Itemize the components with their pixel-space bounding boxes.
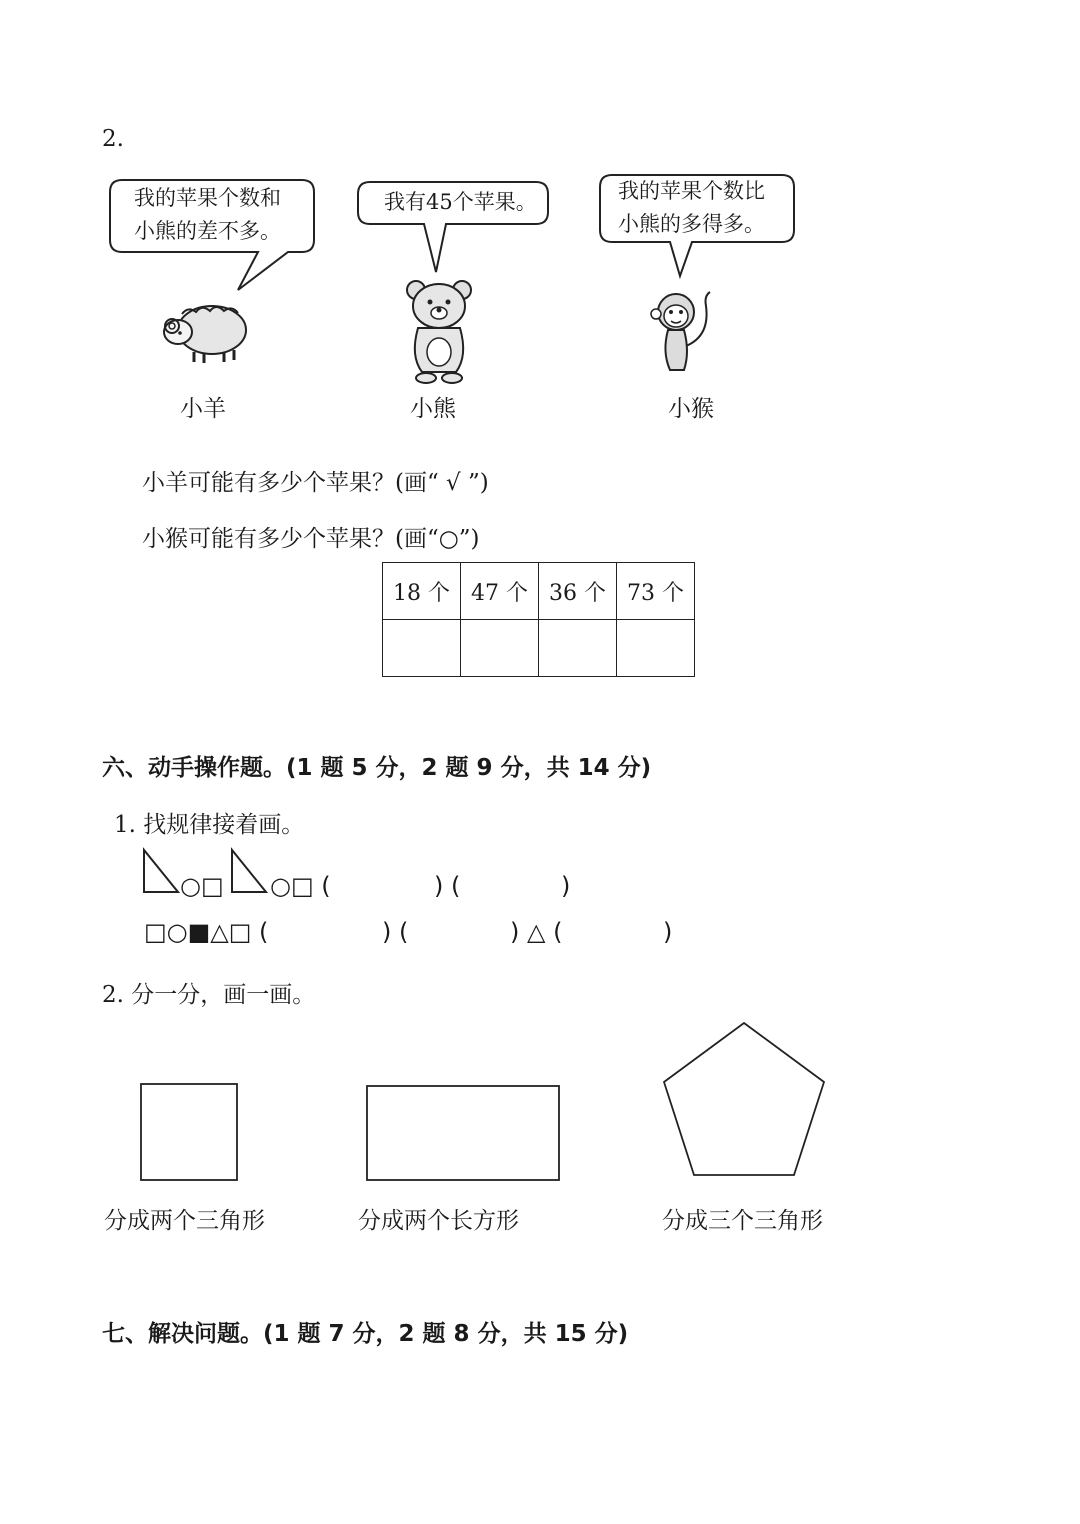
pattern-row1-b: ○□ ( (270, 872, 331, 900)
pattern-row2-paren-tri: ) △ ( (510, 918, 563, 946)
speech-bubbles (0, 0, 1080, 300)
question-number: 2. (102, 126, 124, 152)
pattern-row1-paren-mid: ) ( (434, 872, 461, 900)
caption-pentagon: 分成三个三角形 (662, 1208, 823, 1234)
option-cell: 73 个 (617, 563, 695, 620)
q1-label: 1. 找规律接着画。 (114, 812, 305, 838)
answer-cell[interactable] (461, 620, 539, 677)
prompt-monkey: 小猴可能有多少个苹果？(画“○”) (142, 526, 480, 552)
pattern-row2-seq: □○■△□ ( (144, 918, 269, 946)
square-shape (141, 1084, 237, 1180)
pentagon-shape (664, 1023, 824, 1175)
monkey-illustration (650, 286, 720, 376)
monkey-speech-line1: 我的苹果个数比 (618, 179, 765, 203)
answer-cell[interactable] (539, 620, 617, 677)
rectangle-shape (367, 1086, 559, 1180)
section-six-heading: 六、动手操作题。(1 题 5 分，2 题 9 分，共 14 分) (102, 755, 652, 781)
pattern-row1-paren-end: ) (561, 872, 571, 900)
sheep-illustration (158, 296, 258, 376)
answer-cell[interactable] (383, 620, 461, 677)
answer-cell[interactable] (617, 620, 695, 677)
monkey-speech-line2: 小熊的多得多。 (618, 212, 765, 236)
option-cell: 18 个 (383, 563, 461, 620)
monkey-label: 小猴 (668, 396, 714, 422)
option-cell: 47 个 (461, 563, 539, 620)
option-cell: 36 个 (539, 563, 617, 620)
pattern-row1-a: ○□ (180, 872, 224, 900)
apple-options-table (382, 562, 695, 677)
pattern-row2-paren-mid: ) ( (382, 918, 409, 946)
right-triangle-shape (142, 848, 182, 896)
q2-label: 2. 分一分，画一画。 (102, 982, 316, 1008)
prompt-sheep: 小羊可能有多少个苹果？(画“ √ ”) (142, 470, 489, 496)
bear-illustration (400, 276, 480, 386)
caption-square: 分成两个三角形 (104, 1208, 265, 1234)
bear-label: 小熊 (410, 396, 456, 422)
division-shapes (0, 1010, 1080, 1210)
right-triangle-shape (230, 848, 270, 896)
sheep-label: 小羊 (180, 396, 226, 422)
bear-speech-text: 我有45个苹果。 (384, 190, 537, 214)
sheep-speech-line1: 我的苹果个数和 (134, 186, 281, 210)
sheep-speech-line2: 小熊的差不多。 (134, 219, 281, 243)
pattern-row2-paren-end: ) (663, 918, 673, 946)
caption-rectangle: 分成两个长方形 (358, 1208, 519, 1234)
section-seven-heading: 七、解决问题。(1 题 7 分，2 题 8 分，共 15 分) (102, 1321, 629, 1347)
